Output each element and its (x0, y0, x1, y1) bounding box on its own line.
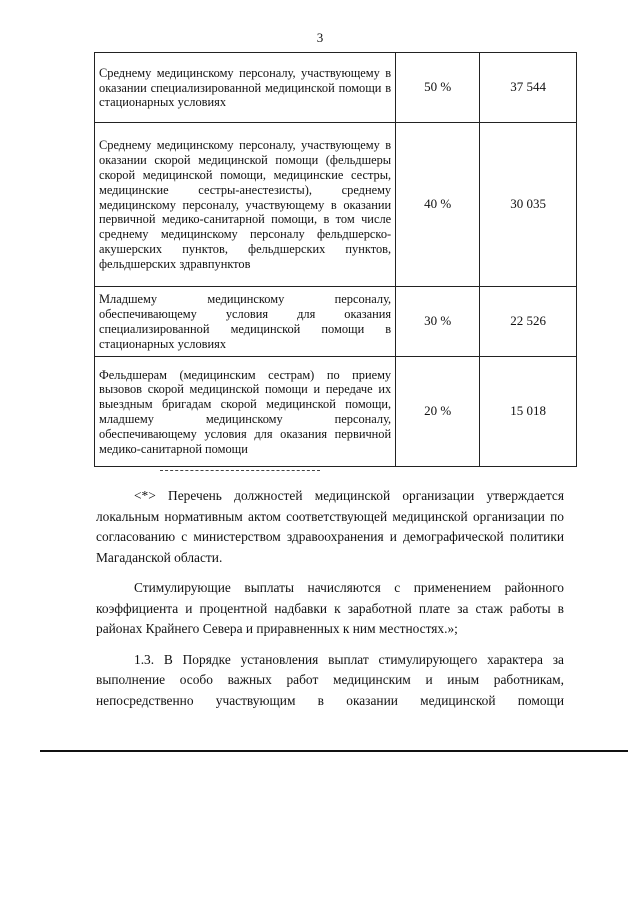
row-amount: 37 544 (480, 53, 577, 123)
body-text (96, 486, 564, 721)
row-amount: 22 526 (480, 287, 577, 357)
paragraph: 1.3. В Порядке установления выплат стимулирующего характера за выполнение особо важных работ медицинским и иным работникам, непосредственно участвующим в оказании медицинской помощи (96, 651, 564, 708)
payments-table (94, 52, 577, 467)
table-row (95, 53, 577, 123)
footnote-paragraph: <*> Перечень должностей медицинской организации утверждается локальным нормативным актом соответствующей медицинской организации по согласованию с министерством здравоохранения и демографической политики Магаданской области. (96, 488, 564, 565)
table-row (95, 357, 577, 467)
row-amount: 15 018 (480, 357, 577, 467)
table-row (95, 123, 577, 287)
row-percent: 40 % (396, 123, 480, 287)
row-description: Среднему медицинскому персоналу, участвующему в оказании скорой медицинской помощи (фельдшеры скорой медицинской помощи, медицинские сестры, медицинские сестры-анестезисты), среднему медицинскому персоналу, участвующему в оказании первичной медико-санитарной помощи, в том числе среднему медицинскому персоналу фельдшерско-акушерских пунктов, фельдшерских пунктов, фельдшерских здравпунктов (95, 123, 396, 287)
paragraph: Стимулирующие выплаты начисляются с применением районного коэффициента и процентной надбавки к заработной плате за стаж работы в районах Крайнего Севера и приравненных к ним местностях.»; (96, 580, 564, 636)
row-percent: 30 % (396, 287, 480, 357)
row-description: Фельдшерам (медицинским сестрам) по приему вызовов скорой медицинской помощи и передаче их выездным бригадам скорой медицинской помощи, младшему медицинскому персоналу, обеспечивающему условия для оказания первичной медико-санитарной помощи (95, 357, 396, 467)
row-description: Среднему медицинскому персоналу, участвующему в оказании специализированной медицинской помощи в стационарных условиях (95, 53, 396, 123)
row-description: Младшему медицинскому персоналу, обеспечивающему условия для оказания специализированной медицинской помощи в стационарных условиях (95, 287, 396, 357)
page-number: 3 (316, 30, 324, 45)
row-percent: 20 % (396, 357, 480, 467)
page-bottom-rule (40, 750, 628, 752)
table-row (95, 287, 577, 357)
row-percent: 50 % (396, 53, 480, 123)
row-amount: 30 035 (480, 123, 577, 287)
footnote-separator (160, 470, 320, 471)
